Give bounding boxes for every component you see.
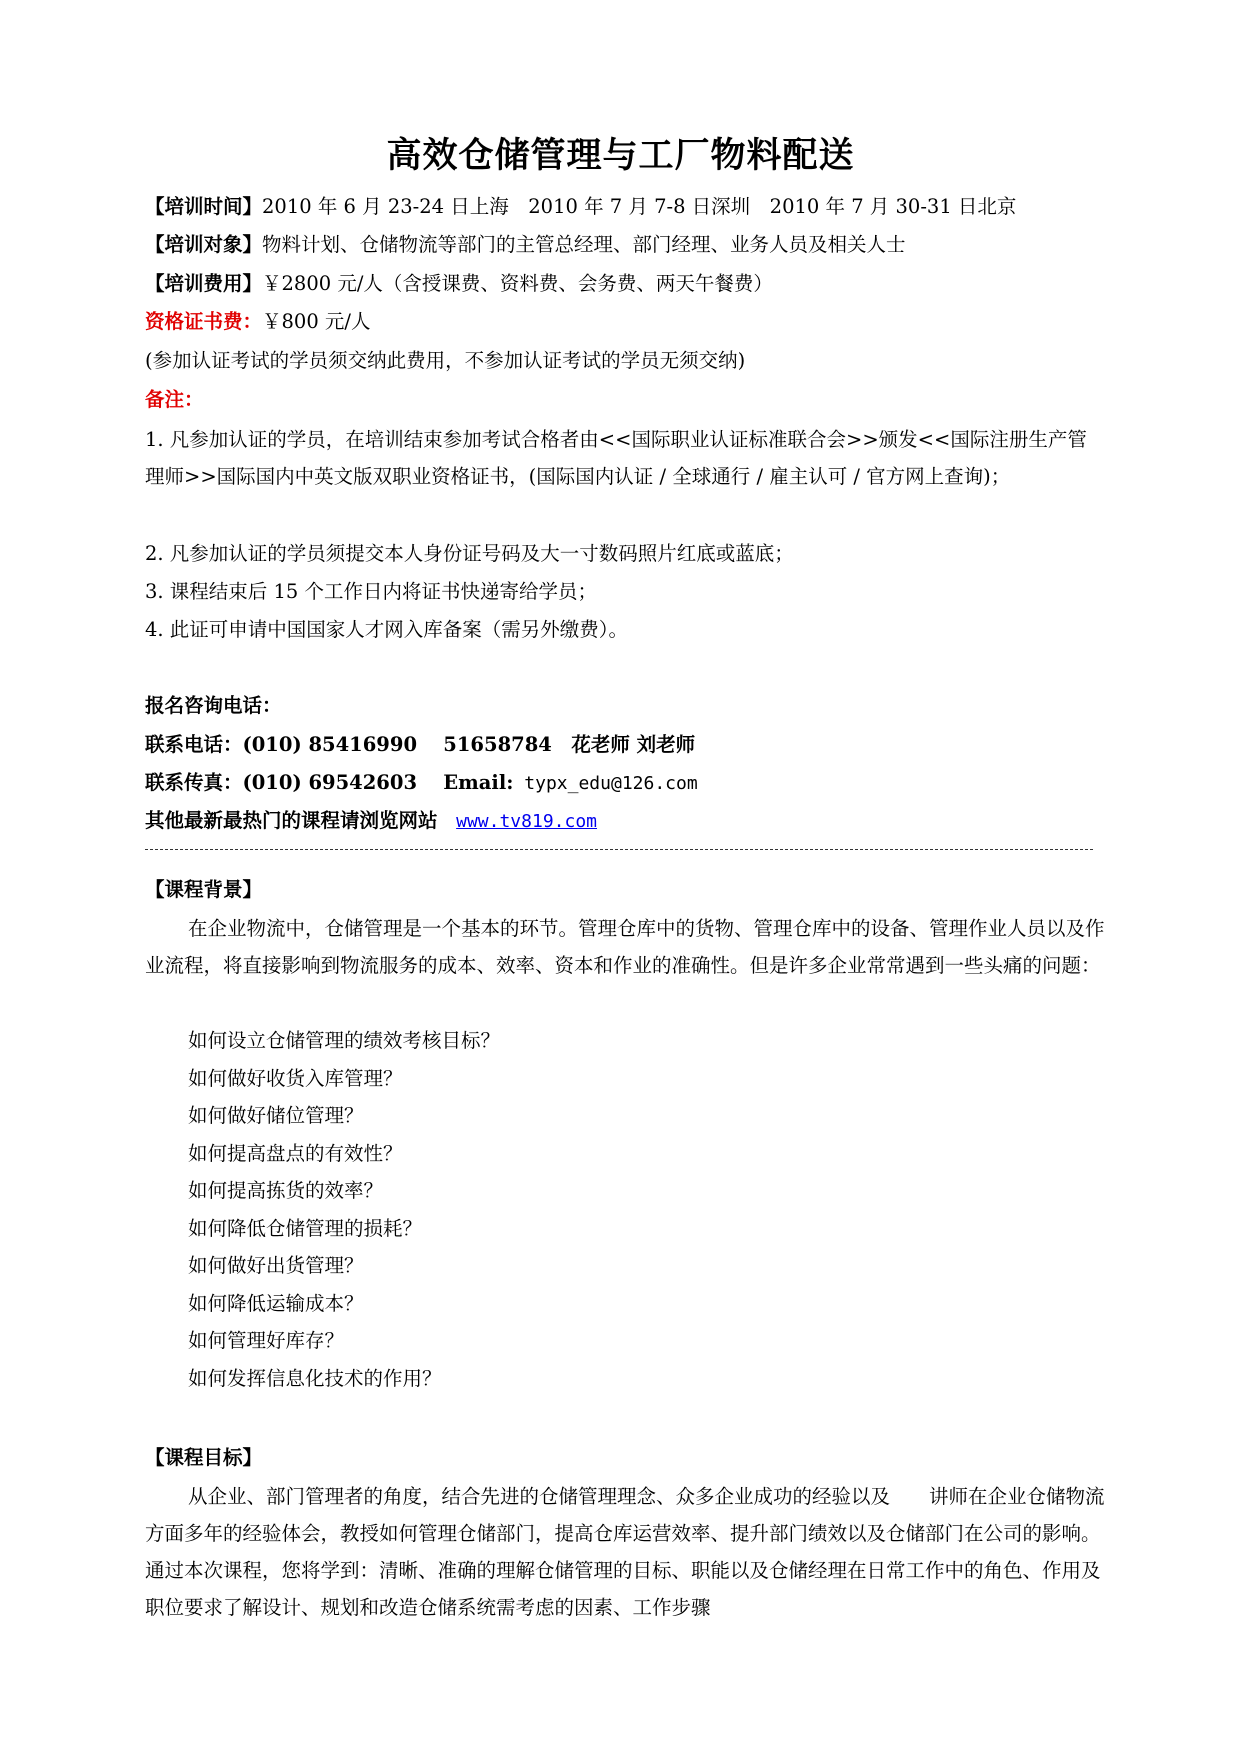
contact-email-value: typx_edu@126.com (513, 773, 698, 794)
contact-email-label: Email: (443, 771, 514, 794)
background-heading: 【课程背景】 (145, 878, 263, 901)
question-item: 如何提高盘点的有效性？ (188, 1142, 403, 1165)
goals-paragraph: 从企业、部门管理者的角度，结合先进的仓储管理理念、众多企业成功的经验以及 讲师在企业仓储物流方面多年的经验体会，教授如何管理仓储部门，提高仓库运营效率、提升部门绩效以及仓储部门在公司的影响。通过本次课程，您将学到：清晰、准确的理解仓储管理的目标、职能以及仓储经理在日常工作中的角色、作用及职位要求了解设计、规划和改造仓储系统需考虑的因素、工作步骤 (145, 1485, 1105, 1619)
website-row (145, 807, 1105, 836)
page-title: 高效仓储管理与工厂物料配送 (386, 135, 855, 176)
cert-fee-note: (参加认证考试的学员须交纳此费用，不参加认证考试的学员无须交纳) (145, 349, 746, 372)
contact-fax-label: 联系传真： (145, 771, 243, 794)
training-target-row (145, 231, 1105, 259)
training-target-value: 物料计划、仓储物流等部门的主管总经理、部门经理、业务人员及相关人士 (262, 233, 906, 256)
question-item: 如何做好出货管理？ (188, 1254, 364, 1277)
training-fee-label: 【培训费用】 (145, 272, 263, 295)
training-time-label: 【培训时间】 (145, 195, 263, 218)
remark-item-3: 3. 课程结束后 15 个工作日内将证书快递寄给学员； (145, 580, 598, 603)
website-link[interactable]: www.tv819.com (456, 811, 598, 832)
remark-item-2: 2. 凡参加认证的学员须提交本人身份证号码及大一寸数码照片红底或蓝底； (145, 542, 794, 565)
background-paragraph: 在企业物流中，仓储管理是一个基本的环节。管理仓库中的货物、管理仓库中的设备、管理作业人员以及作业流程，将直接影响到物流服务的成本、效率、资本和作业的准确性。但是许多企业常常遇到一些头痛的问题： (145, 917, 1105, 977)
remarks-heading: 备注： (145, 388, 204, 411)
website-label: 其他最新最热门的课程请浏览网站 (145, 809, 438, 832)
contact-fax-row (145, 769, 1105, 798)
question-item: 如何提高拣货的效率？ (188, 1179, 384, 1202)
training-fee-value: ￥2800 元/人（含授课费、资料费、会务费、两天午餐费） (262, 272, 773, 295)
question-item: 如何发挥信息化技术的作用？ (188, 1367, 442, 1390)
contact-phone-label: 联系电话： (145, 733, 243, 756)
cert-fee-label: 资格证书费： (145, 310, 263, 333)
training-target-label: 【培训对象】 (145, 233, 263, 256)
training-time-row (145, 193, 1105, 221)
cert-fee-row (145, 308, 1105, 336)
training-fee-row (145, 270, 1105, 298)
contact-heading: 报名咨询电话： (145, 694, 282, 717)
remark-item-1: 1. 凡参加认证的学员，在培训结束参加考试合格者由<<国际职业认证标准联合会>>颁发<<国际注册生产管理师>>国际国内中英文版双职业资格证书，(国际国内认证 / 全球通行 / 雇主认可 / 官方网上查询)； (145, 428, 1087, 488)
goals-heading: 【课程目标】 (145, 1446, 263, 1469)
section-divider (145, 849, 1093, 850)
training-time-value: 2010 年 6 月 23-24 日上海 2010 年 7 月 7-8 日深圳 2010 年 7 月 30-31 日北京 (262, 195, 1017, 218)
question-item: 如何管理好库存？ (188, 1329, 345, 1352)
contact-phone-value: (010) 85416990 51658784 花老师 刘老师 (242, 733, 696, 756)
contact-fax-value: (010) 69542603 (242, 771, 444, 794)
question-item: 如何做好收货入库管理？ (188, 1067, 403, 1090)
question-item: 如何设立仓储管理的绩效考核目标？ (188, 1029, 501, 1052)
question-item: 如何降低仓储管理的损耗？ (188, 1217, 423, 1240)
question-item: 如何做好储位管理？ (188, 1104, 364, 1127)
contact-phone-row (145, 731, 1105, 759)
cert-fee-value: ￥800 元/人 (262, 310, 371, 333)
question-item: 如何降低运输成本？ (188, 1292, 364, 1315)
remark-item-4: 4. 此证可申请中国国家人才网入库备案（需另外缴费）。 (145, 618, 629, 641)
